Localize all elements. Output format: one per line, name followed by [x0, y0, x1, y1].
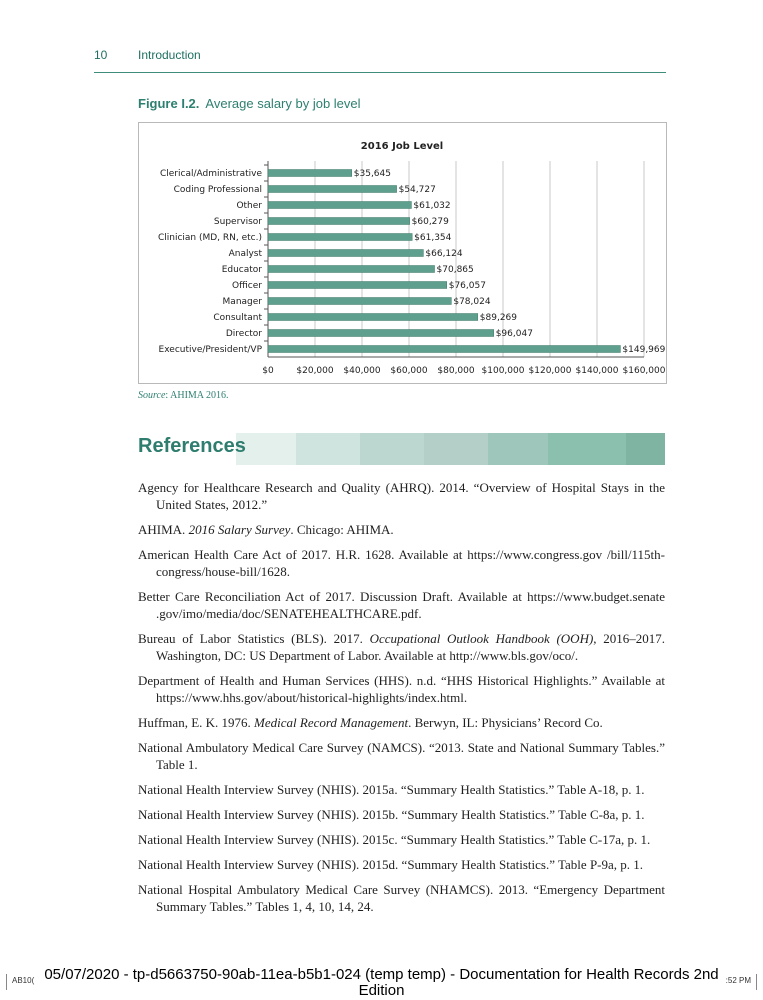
source-text: : AHIMA 2016.: [165, 390, 229, 401]
reference-text: Better Care Reconciliation Act of 2017. Discussion Draft. Available at https://www.budget.senate .gov/imo/media/doc/SENATEHEALTHCARE.pdf.: [138, 589, 665, 621]
page-number: 10: [94, 48, 108, 62]
banner-segment: [548, 433, 626, 465]
x-tick-label: $100,000: [481, 366, 525, 376]
reference-text: National Health Interview Survey (NHIS). 2015b. “Summary Health Statistics.” Table C-8a, p. 1.: [138, 807, 645, 822]
reference-text: Bureau of Labor Statistics (BLS). 2017.: [138, 631, 370, 646]
reference-text: Agency for Healthcare Research and Quality (AHRQ). 2014. “Overview of Hospital Stays in the United States, 2012.”: [138, 480, 665, 512]
category-label: Manager: [222, 297, 262, 307]
figure-label: Figure I.2.: [138, 96, 200, 111]
bar: [268, 186, 397, 193]
bar-value-label: $60,279: [411, 217, 449, 227]
reference-item: [138, 672, 665, 706]
figure-caption-text: Average salary by job level: [205, 96, 361, 111]
figure-caption: [138, 96, 361, 111]
bar: [268, 170, 352, 177]
x-tick-label: $60,000: [390, 366, 428, 376]
bar-value-label: $89,269: [479, 313, 518, 323]
footer-right-text: :52 PM: [725, 976, 751, 985]
reference-text: American Health Care Act of 2017. H.R. 1628. Available at https://www.congress.gov /bill/115th-congress/house-bill/1628.: [138, 547, 665, 579]
bar-value-label: $96,047: [495, 329, 533, 339]
category-label: Coding Professional: [173, 185, 262, 195]
banner-segment: [296, 433, 360, 465]
chart-svg: [139, 123, 666, 383]
bar-value-label: $61,032: [413, 201, 451, 211]
reference-text: Department of Health and Human Services (HHS). n.d. “HHS Historical Highlights.” Available at https://www.hhs.gov/about/historical-highlights/index.html.: [138, 673, 665, 705]
category-label: Educator: [221, 265, 262, 275]
reference-text: National Health Interview Survey (NHIS). 2015c. “Summary Health Statistics.” Table C-17a, p. 1.: [138, 832, 651, 847]
reference-text: . Berwyn, IL: Physicians’ Record Co.: [408, 715, 603, 730]
reference-item: [138, 739, 665, 773]
references-heading: References: [138, 435, 246, 457]
category-label: Supervisor: [213, 217, 262, 227]
section-title: Introduction: [138, 48, 201, 62]
x-tick-label: $80,000: [437, 366, 475, 376]
figure-source: [138, 390, 228, 401]
footer-print-stamp: 05/07/2020 - tp-d5663750-90ab-11ea-b5b1-024 (temp temp) - Documentation for Health Records 2nd Edition: [44, 966, 719, 999]
bar-value-label: $76,057: [448, 281, 486, 291]
bar: [268, 202, 411, 209]
bar-value-label: $70,865: [436, 265, 474, 275]
bar: [268, 234, 412, 241]
category-label: Other: [236, 201, 262, 211]
references-banner: [138, 433, 665, 465]
reference-text: National Hospital Ambulatory Medical Care Survey (NHAMCS). 2013. “Emergency Department Summary Tables.” Tables 1, 4, 10, 14, 24.: [138, 882, 665, 914]
salary-chart: [138, 122, 667, 384]
footer-left-text: AB10(: [12, 976, 35, 985]
reference-item: [138, 881, 665, 915]
bar: [268, 250, 423, 257]
footer-divider-right: [756, 974, 757, 990]
reference-item: [138, 521, 665, 538]
bar: [268, 282, 447, 289]
reference-text: Huffman, E. K. 1976.: [138, 715, 255, 730]
reference-item: [138, 831, 665, 848]
category-label: Executive/President/VP: [158, 345, 262, 355]
bar-value-label: $61,354: [414, 233, 452, 243]
reference-item: [138, 714, 665, 731]
bar: [268, 346, 620, 353]
reference-item: [138, 630, 665, 664]
reference-title: Medical Record Management: [254, 715, 409, 730]
reference-text: . Chicago: AHIMA.: [290, 522, 394, 537]
bar-value-label: $78,024: [453, 297, 491, 307]
reference-text: AHIMA.: [138, 522, 189, 537]
footer: [0, 966, 763, 1000]
x-tick-label: $20,000: [296, 366, 334, 376]
banner-segment: [360, 433, 424, 465]
bar: [268, 314, 478, 321]
reference-text: National Health Interview Survey (NHIS). 2015d. “Summary Health Statistics.” Table P-9a, p. 1.: [138, 857, 644, 872]
reference-item: [138, 806, 665, 823]
bar-value-label: $66,124: [425, 249, 463, 259]
x-tick-label: $160,000: [622, 366, 666, 376]
reference-item: [138, 479, 665, 513]
references-list: [138, 479, 665, 923]
bar: [268, 218, 410, 225]
x-tick-label: $0: [262, 366, 274, 376]
running-header: [94, 48, 666, 73]
source-label: Source: [138, 390, 166, 401]
bar-value-label: $35,645: [353, 169, 391, 179]
chart-title: 2016 Job Level: [360, 141, 444, 152]
x-tick-label: $140,000: [575, 366, 619, 376]
reference-item: [138, 546, 665, 580]
x-tick-label: $120,000: [528, 366, 572, 376]
banner-segment: [626, 433, 665, 465]
bar-value-label: $54,727: [398, 185, 436, 195]
bar: [268, 298, 451, 305]
reference-item: [138, 588, 665, 622]
category-label: Clinician (MD, RN, etc.): [157, 233, 262, 243]
reference-item: [138, 781, 665, 798]
footer-divider-left: [6, 974, 7, 990]
banner-segment: [424, 433, 488, 465]
bar: [268, 266, 435, 273]
category-label: Analyst: [228, 249, 262, 259]
bar: [268, 330, 494, 337]
x-tick-label: $40,000: [343, 366, 381, 376]
category-label: Director: [225, 329, 262, 339]
reference-text: , 2016–2017. Washington, DC: US Department of Labor. Available at http://www.bls.gov/oco/.: [156, 631, 665, 663]
category-label: Officer: [232, 281, 262, 291]
category-label: Consultant: [213, 313, 262, 323]
reference-title: 2016 Salary Survey: [188, 522, 291, 537]
banner-segment: [488, 433, 548, 465]
bar-value-label: $149,969: [622, 345, 666, 355]
reference-title: Occupational Outlook Handbook (OOH): [369, 631, 594, 646]
reference-text: National Ambulatory Medical Care Survey (NAMCS). “2013. State and National Summary Tables.” Table 1.: [138, 740, 665, 772]
reference-item: [138, 856, 665, 873]
category-label: Clerical/Administrative: [159, 169, 262, 179]
reference-text: National Health Interview Survey (NHIS). 2015a. “Summary Health Statistics.” Table A-18, p. 1.: [138, 782, 645, 797]
